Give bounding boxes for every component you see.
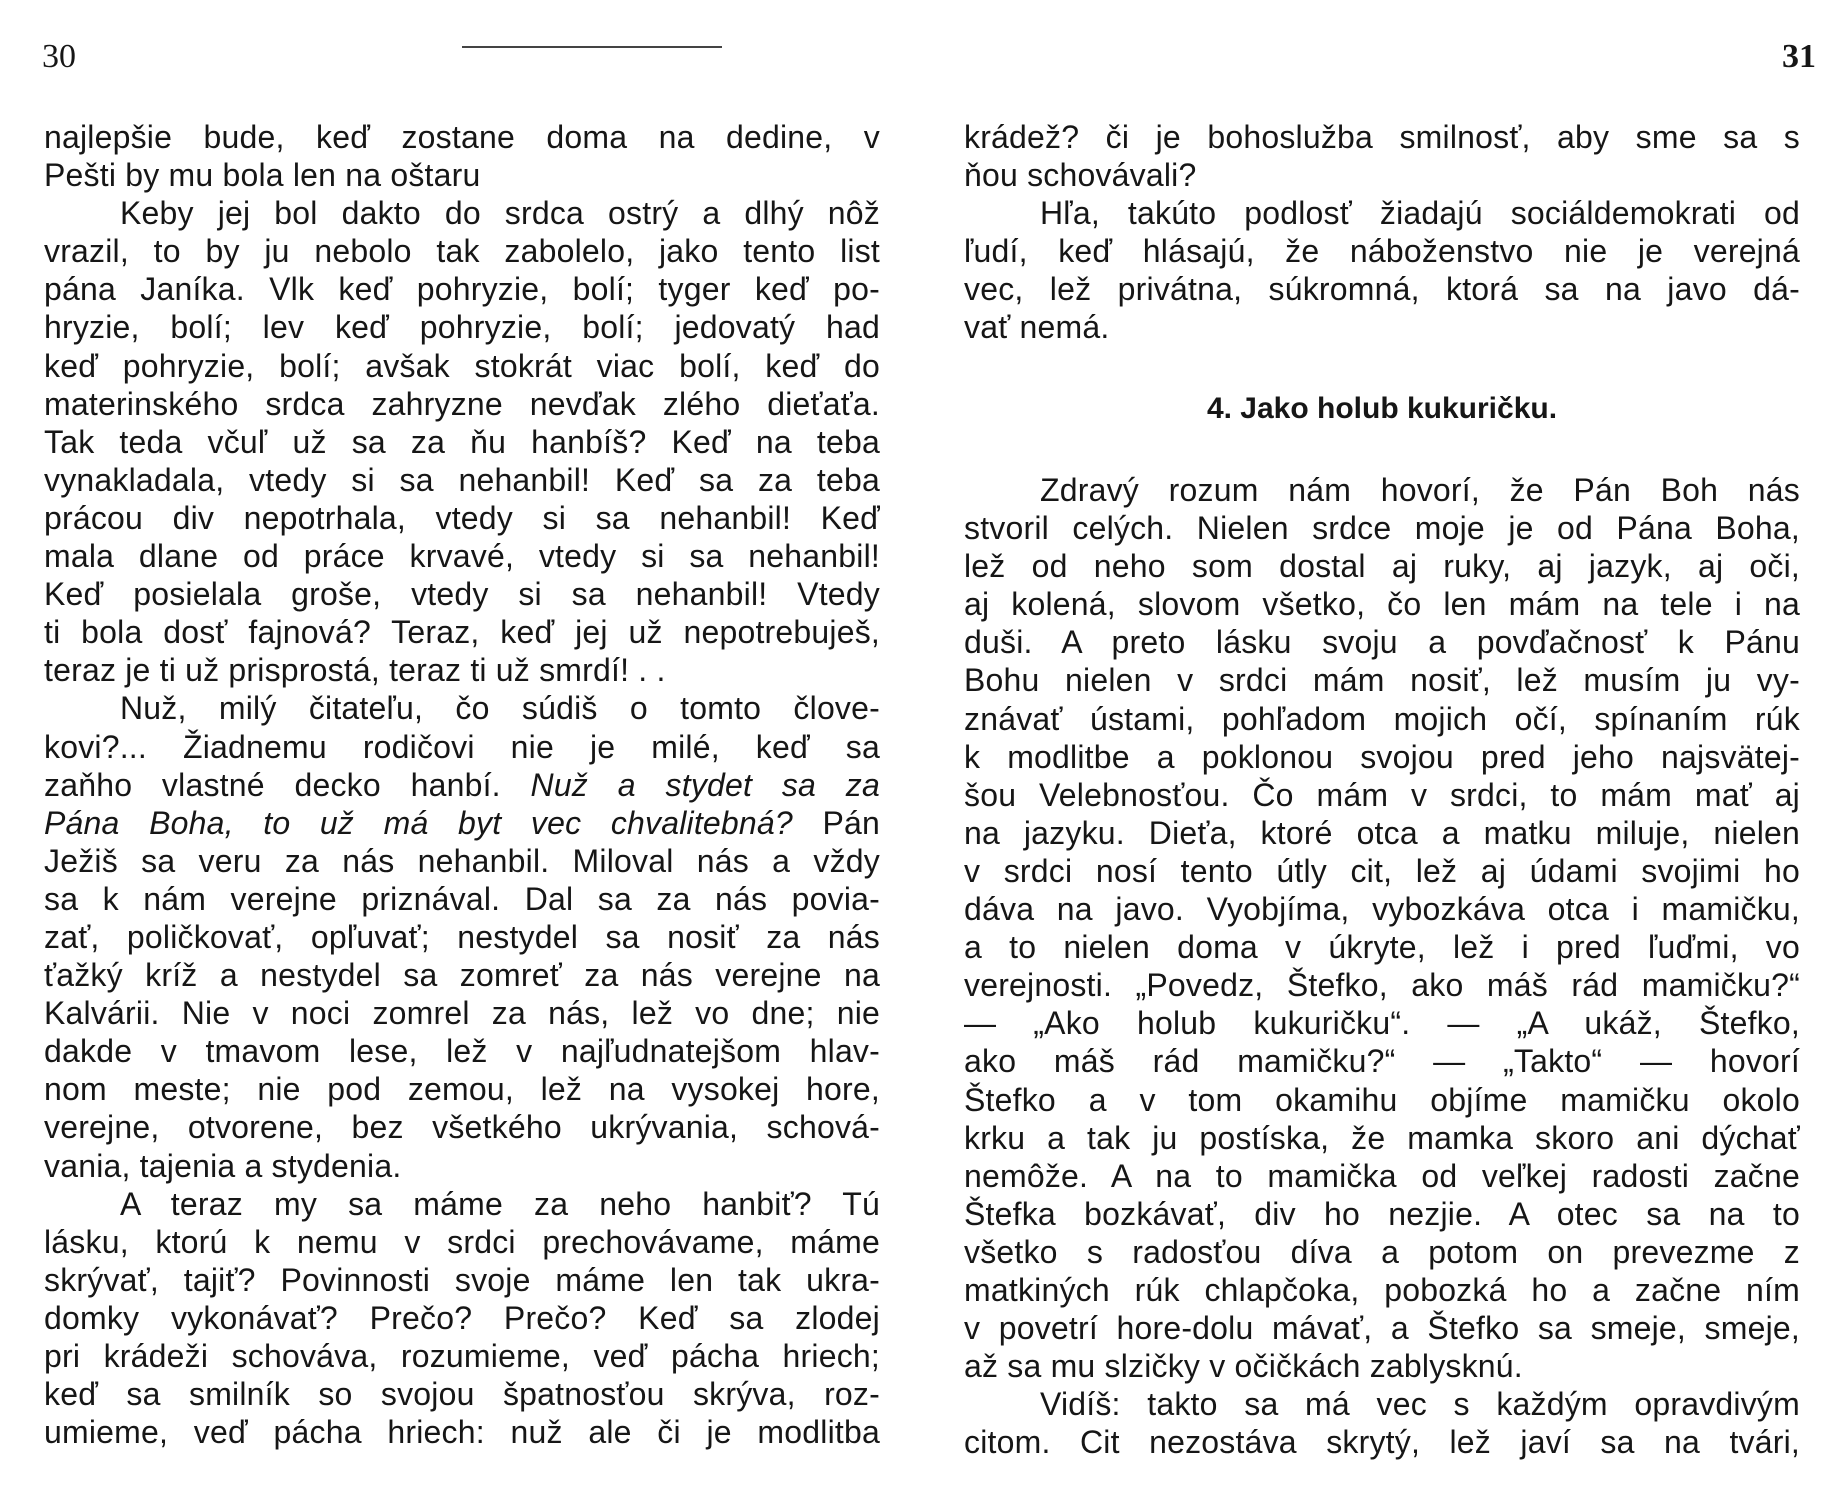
text-line: Bohu nielen v srdci mám nosiť, lež musím ju vy- <box>964 662 1800 699</box>
text-line: zať, poličkovať, opľuvať; nestydel sa nosiť za nás <box>44 918 880 955</box>
text-line: najlepšie bude, keď zostane doma na dedine, v <box>44 119 880 155</box>
text-line: pána Janíka. Vlk keď pohryzie, bolí; tyger keď po- <box>44 271 880 308</box>
text-line: ti bola dosť fajnová? Teraz, keď jej už nepotrebuješ, <box>44 614 880 651</box>
text-line: skrývať, tajiť? Povinnosti svoje máme len tak ukra- <box>44 1261 880 1298</box>
text-line: ňou schovávali? <box>964 157 1197 194</box>
text-line: ťažký kríž a nestydel sa zomreť za nás verejne na <box>44 957 880 994</box>
text-line: krádež? či je bohoslužba smilnosť, aby sme sa s <box>964 119 1800 155</box>
text-line: v povetrí hore-dolu mávať, a Štefko sa smeje, smeje, <box>964 1310 1800 1347</box>
text-line: nemôže. A na to mamička od veľkej radosti začne <box>964 1157 1800 1194</box>
text-line: Keby jej bol dakto do srdca ostrý a dlhý nôž <box>120 195 880 232</box>
right-page-main-body <box>964 471 1800 1461</box>
text-line: dakde v tmavom lese, lež v najľudnatejšom hlav- <box>44 1033 880 1070</box>
text-line: Kalvárii. Nie v noci zomrel za nás, lež vo dne; nie <box>44 995 880 1032</box>
text-line: keď sa smilník so svojou špatnosťou skrýva, roz- <box>44 1376 880 1413</box>
text-line: kovi?... Žiadnemu rodičovi nie je milé, keď sa <box>44 728 880 765</box>
text-line: sa k nám verejne priznával. Dal sa za nás povia- <box>44 880 880 917</box>
page-number-right: 31 <box>1782 38 1816 75</box>
text-line: citom. Cit nezostáva skrytý, lež javí sa na tvári, <box>964 1424 1800 1461</box>
page-number-left: 30 <box>42 38 76 75</box>
text-line: Štefko a v tom okamihu objíme mamičku okolo <box>964 1081 1800 1118</box>
text-line: Hľa, takúto podlosť žiadajú sociáldemokrati od <box>1040 195 1800 232</box>
text-line: Ježiš sa veru za nás nehanbil. Miloval nás a vždy <box>44 842 880 879</box>
text-line: v srdci nosí tento útly cit, lež aj údami svojimi ho <box>964 852 1800 889</box>
text-line: verejnosti. „Povedz, Štefko, ako máš rád mamičku?“ <box>964 967 1800 1004</box>
italic-text: Pána Boha, to už má byt vec chvalitebná? <box>44 804 793 841</box>
text-line: na jazyku. Dieťa, ktoré otca a matku miluje, nielen <box>964 814 1800 851</box>
italic-text: Nuž a stydet sa za <box>530 766 880 803</box>
text-line: domky vykonávať? Prečo? Prečo? Keď sa zlodej <box>44 1299 880 1336</box>
header-rule <box>462 46 722 48</box>
text-line: ľudí, keď hlásajú, že náboženstvo nie je verejná <box>964 233 1800 270</box>
text-line-with-italic: zaňho vlastné decko hanbí. Nuž a stydet sa za <box>44 766 880 803</box>
text-line: A teraz my sa máme za neho hanbiť? Tú <box>120 1185 880 1222</box>
text-line: Vidíš: takto sa má vec s každým opravdivým <box>1040 1386 1800 1423</box>
text-line-with-italic: Pána Boha, to už má byt vec chvalitebná? Pán <box>44 804 880 841</box>
text-line: — „Ako holub kukuričku“. — „A ukáž, Štefko, <box>964 1005 1800 1042</box>
right-page-top-body <box>964 118 1800 347</box>
text-line: materinského srdca zahryzne nevďak zlého dieťaťa. <box>44 385 880 422</box>
text-line: verejne, otvorene, bez všetkého ukrývania, schová- <box>44 1109 880 1146</box>
text-line: vrazil, to by ju nebolo tak zabolelo, jako tento list <box>44 233 880 270</box>
text-line: dáva na javo. Vyobjíma, vybozkáva otca i mamičku, <box>964 891 1800 928</box>
text-line: Zdravý rozum nám hovorí, že Pán Boh nás <box>1040 472 1800 508</box>
text-line: keď pohryzie, bolí; avšak stokrát viac bolí, keď do <box>44 347 880 384</box>
text-line: šou Velebnosťou. Čo mám v srdci, to mám mať aj <box>964 776 1800 813</box>
text-line: duši. A preto lásku svoju a povďačnosť k Pánu <box>964 624 1800 661</box>
text-line: vania, tajenia a stydenia. <box>44 1147 402 1184</box>
text-line: vať nemá. <box>964 309 1110 346</box>
text-line: Keď posielala groše, vtedy si sa nehanbil! Vtedy <box>44 576 880 613</box>
text-line: Štefka bozkávať, div ho nezjie. A otec sa na to <box>964 1195 1800 1232</box>
text-line: všetko s radosťou díva a potom on prevezme z <box>964 1233 1800 1270</box>
text-line: hryzie, bolí; lev keď pohryzie, bolí; jedovatý had <box>44 309 880 346</box>
text-line: k modlitbe a poklonou svojou pred jeho najsvätej- <box>964 738 1800 775</box>
left-page-body <box>44 118 880 1451</box>
text-line: znávať ústami, pohľadom mojich očí, spínaním rúk <box>964 700 1800 737</box>
text-line: prácou div nepotrhala, vtedy si sa nehanbil! Keď <box>44 499 880 536</box>
section-heading: 4. Jako holub kukuričku. <box>1206 392 1558 425</box>
text-line: až sa mu slzičky v očičkách zablysknú. <box>964 1348 1523 1385</box>
text-line: vynakladala, vtedy si sa nehanbil! Keď sa za teba <box>44 461 880 498</box>
text-line: vec, lež privátna, súkromná, ktorá sa na javo dá- <box>964 271 1800 308</box>
right-page <box>920 0 1840 1500</box>
text-line: nom meste; nie pod zemou, lež na vysokej hore, <box>44 1071 880 1108</box>
text-line: aj kolená, slovom všetko, čo len mám na tele i na <box>964 586 1800 623</box>
text-line: mala dlane od práce krvavé, vtedy si sa nehanbil! <box>44 538 880 575</box>
text-line: Nuž, milý čitateľu, čo súdiš o tomto člove- <box>120 690 880 727</box>
text-line: ako máš rád mamičku?“ — „Takto“ — hovorí <box>964 1043 1800 1080</box>
text-line: Pešti by mu bola len na oštaru <box>44 157 481 194</box>
text-line: stvoril celých. Nielen srdce moje je od Pána Boha, <box>964 510 1800 547</box>
text-line: umieme, veď pácha hriech: nuž ale či je modlitba <box>44 1414 880 1451</box>
text-line: lásku, ktorú k nemu v srdci prechovávame, máme <box>44 1223 880 1260</box>
text-line: a to nielen doma v úkryte, lež i pred ľuďmi, vo <box>964 929 1800 966</box>
text-line: matkiných rúk chlapčoka, pobozká ho a začne ním <box>964 1271 1800 1308</box>
text-line: Tak teda včuľ už sa za ňu hanbíš? Keď na teba <box>44 423 880 460</box>
text-line: lež od neho som dostal aj ruky, aj jazyk, aj oči, <box>964 548 1800 585</box>
text-line: krku a tak ju postíska, že mamka skoro ani dýchať <box>964 1119 1800 1156</box>
text-line: pri krádeži schováva, rozumieme, veď pácha hriech; <box>44 1338 880 1374</box>
text-line: teraz je ti už prisprostá, teraz ti už smrdí! . . <box>44 652 666 689</box>
